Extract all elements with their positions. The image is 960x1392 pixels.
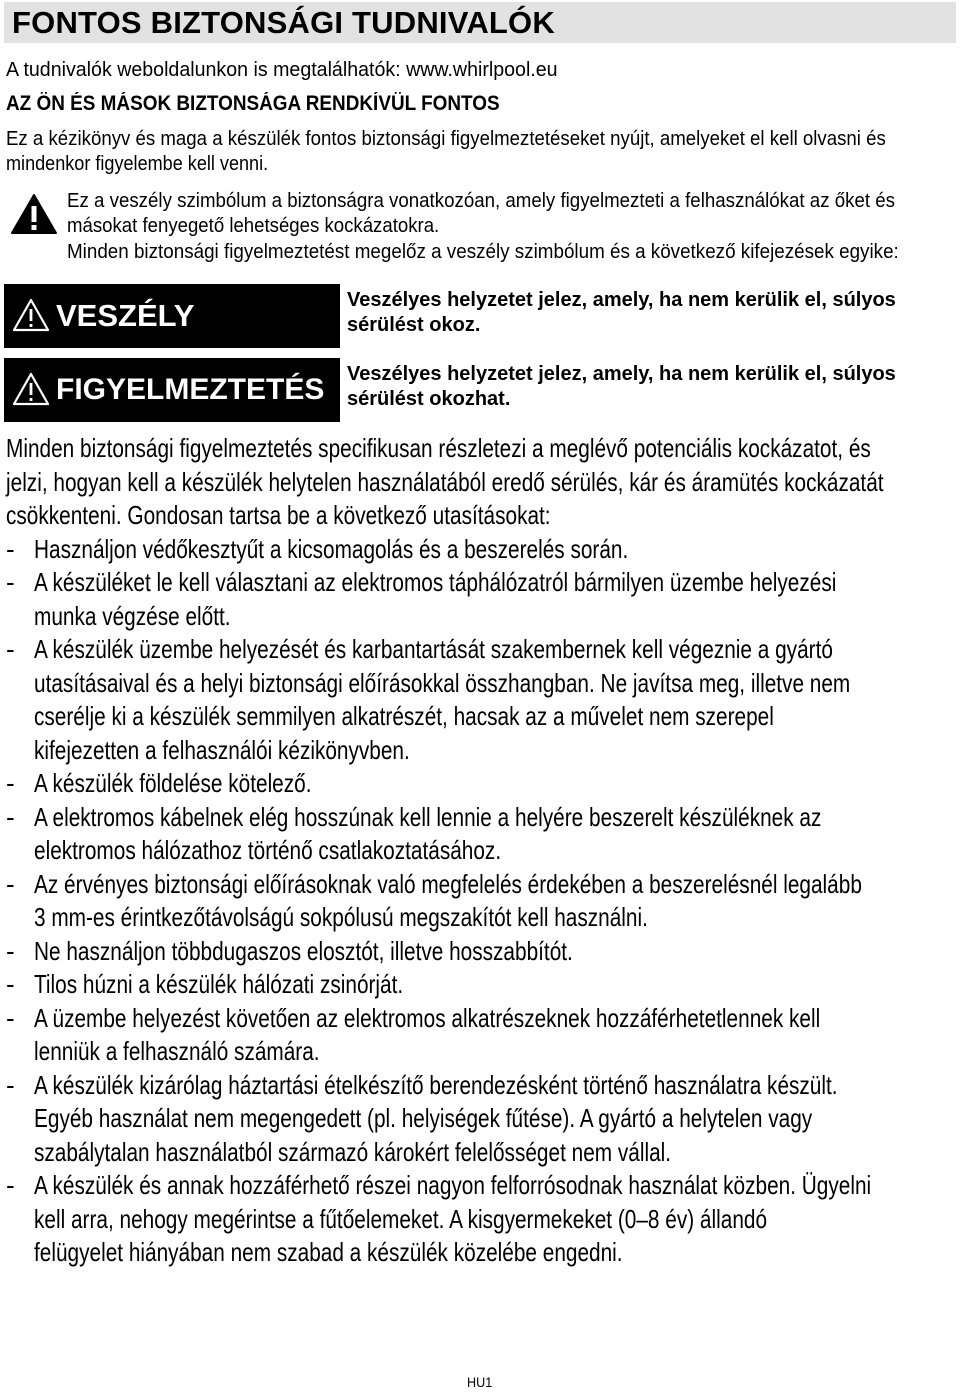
body-line: jelzi, hogyan kell a készülék helytelen használatából eredő sérülés, kár és áramütés kockázatát: [6, 466, 884, 497]
list-bullet: -: [6, 1069, 15, 1100]
body-line: csökkenteni. Gondosan tartsa be a következő utasításokat:: [6, 500, 551, 530]
list-item-line: lenniük a felhasználó számára.: [34, 1036, 320, 1066]
list-item-line: A készülék üzembe helyezését és karbantartását szakembernek kell végeznie a gyártó: [34, 634, 833, 664]
warning-triangle-icon: [10, 193, 58, 235]
symbol-note-line-2: másokat fenyegető lehetséges kockázatokra.: [67, 215, 440, 237]
list-bullet: -: [6, 868, 15, 899]
warning-signal-box: [4, 358, 340, 422]
list-item-line: Az érvényes biztonsági előírásoknak való megfelelés érdekében a beszerelésnél legalább: [34, 868, 862, 899]
list-bullet: -: [6, 768, 15, 798]
title-bar: [4, 2, 956, 43]
page-number: HU1: [467, 1374, 493, 1390]
section-heading: AZ ÖN ÉS MÁSOK BIZTONSÁGA RENDKÍVÜL FONTOS: [6, 92, 500, 115]
list-item-line: 3 mm-es érintkezőtávolságú sokpólusú megszakítót kell használni.: [34, 902, 648, 932]
list-item-line: A készülék és annak hozzáférhető részei nagyon felforrósodnak használat közben. Ügyelni: [34, 1170, 872, 1200]
list-item-line: felügyelet hiányában nem szabad a készülék közelébe engedni.: [34, 1237, 623, 1267]
list-item-line: utasításaival és a helyi biztonsági előírásokkal összhangban. Ne javítsa meg, illetve nem: [34, 667, 851, 698]
list-item-line: A üzembe helyezést követően az elektromos alkatrészeknek hozzáférhetetlennek kell: [34, 1002, 821, 1033]
list-bullet: -: [6, 801, 15, 832]
danger-signal-box: [4, 284, 340, 348]
danger-label: VESZÉLY: [56, 298, 195, 333]
list-item-line: cserélje ki a készülék semmilyen alkatrészét, hacsak az a művelet nem szerepel: [34, 701, 774, 731]
symbol-note-line-1: Ez a veszély szimbólum a biztonságra vonatkozóan, amely figyelmezteti a felhasználókat az őket és: [67, 190, 895, 212]
list-item-line: szabálytalan használatból származó károkért felelősséget nem vállal.: [34, 1136, 672, 1167]
list-bullet: -: [6, 1170, 15, 1200]
danger-description: [347, 288, 896, 338]
list-bullet: -: [6, 969, 15, 999]
intro-line-1: Ez a kézikönyv és maga a készülék fontos biztonsági figyelmeztetéseket nyújt, amelyeket el kell olvasni és: [6, 128, 886, 150]
list-item-line: Tilos húzni a készülék hálózati zsinórját.: [34, 969, 404, 999]
danger-description-line-1: Veszélyes helyzetet jelez, amely, ha nem kerülik el, súlyos: [347, 289, 896, 311]
list-bullet: -: [6, 1002, 15, 1033]
symbol-note-line-3: Minden biztonsági figyelmeztetést megelőz a veszély szimbólum és a következő kifejezések egyike:: [67, 241, 899, 263]
list-item-line: elektromos hálózathoz történő csatlakoztatásához.: [34, 835, 502, 865]
list-item-line: Egyéb használat nem megengedett (pl. helyiségek fűtése). A gyártó a helytelen vagy: [34, 1103, 813, 1133]
list-bullet: -: [6, 567, 15, 597]
list-item-line: Használjon védőkesztyűt a kicsomagolás és a beszerelés során.: [34, 533, 629, 564]
warning-description-line-1: Veszélyes helyzetet jelez, amely, ha nem kerülik el, súlyos: [347, 363, 896, 385]
list-item-line: A elektromos kábelnek elég hosszúnak kell lennie a helyére beszerelt készüléknek az: [34, 801, 822, 832]
list-bullet: -: [6, 533, 15, 564]
warning-triangle-icon: [12, 298, 50, 332]
body-line: Minden biztonsági figyelmeztetés specifikusan részletezi a meglévő potenciális kockázatot, és: [6, 433, 871, 463]
list-item-line: munka végzése előtt.: [34, 600, 231, 631]
page-title: FONTOS BIZTONSÁGI TUDNIVALÓK: [12, 5, 555, 40]
danger-description-line-2: sérülést okoz.: [347, 314, 481, 336]
warning-description-line-2: sérülést okozhat.: [347, 388, 511, 410]
list-item-line: kifejezetten a felhasználói kézikönyvben.: [34, 734, 410, 765]
warning-description: [347, 362, 896, 412]
list-item-line: A készülék földelése kötelező.: [34, 768, 312, 798]
warning-triangle-icon: [12, 372, 50, 406]
list-item-line: A készüléket le kell választani az elektromos táphálózatról bármilyen üzembe helyezési: [34, 567, 837, 597]
list-item-line: kell arra, nehogy megérintse a fűtőelemeket. A kisgyermekeket (0–8 év) állandó: [34, 1203, 768, 1234]
list-item-line: A készülék kizárólag háztartási ételkészítő berendezésként történő használatra készült.: [34, 1069, 838, 1100]
warning-label: FIGYELMEZTETÉS: [56, 373, 325, 406]
list-item-line: Ne használjon többdugaszos elosztót, illetve hosszabbítót.: [34, 935, 573, 966]
list-bullet: -: [6, 935, 15, 966]
intro-line-2: mindenkor figyelembe kell venni.: [6, 153, 269, 175]
list-bullet: -: [6, 634, 15, 664]
website-line: A tudnivalók weboldalunkon is megtalálhatók: www.whirlpool.eu: [6, 59, 558, 81]
